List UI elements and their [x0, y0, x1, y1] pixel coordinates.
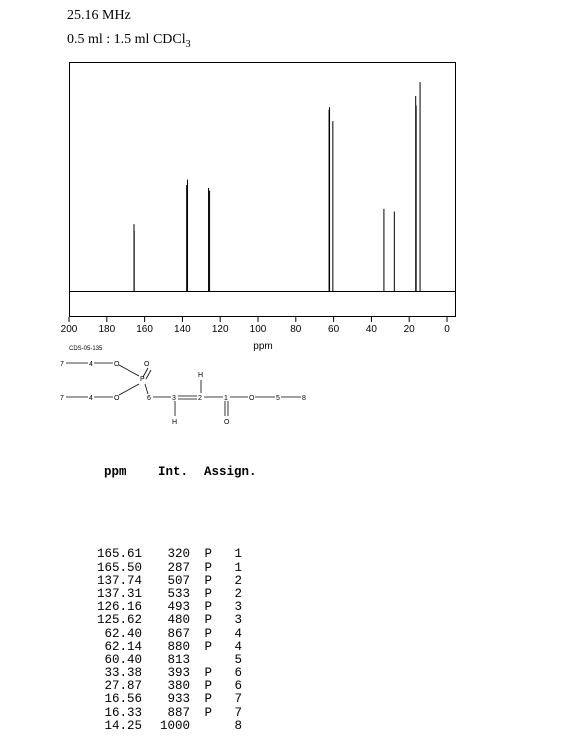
cell-assign: 8 — [234, 718, 242, 733]
cell-p: P — [204, 626, 212, 641]
cell-p: P — [204, 692, 212, 707]
cell-int: 480 — [167, 613, 190, 628]
cell-int: 507 — [167, 573, 190, 588]
cell-assign: 7 — [234, 705, 242, 720]
cell-ppm: 33.38 — [104, 666, 142, 681]
cell-assign: 3 — [234, 600, 242, 615]
x-tick-label: 140 — [174, 324, 191, 335]
atom-label: 1 — [224, 395, 228, 402]
cell-int: 287 — [167, 560, 190, 575]
frequency-label: 25.16 MHz — [67, 8, 131, 23]
x-axis-label: ppm — [253, 341, 273, 352]
bond — [119, 384, 139, 395]
atom-label: 8 — [302, 395, 306, 402]
cell-int: 493 — [167, 600, 190, 615]
cell-p: P — [204, 560, 212, 575]
table-row — [94, 667, 257, 680]
cell-assign: 7 — [234, 692, 242, 707]
table-row — [94, 693, 257, 706]
cell-ppm: 62.40 — [104, 626, 142, 641]
cell-assign: 5 — [234, 652, 242, 667]
cell-p: P — [204, 573, 212, 588]
cell-int: 813 — [167, 652, 190, 667]
cell-ppm: 16.33 — [104, 705, 142, 720]
table-row — [94, 575, 257, 588]
atom-label: 3 — [172, 395, 176, 402]
structure-id: CDS-05-135 — [69, 346, 103, 352]
cell-p: P — [204, 547, 212, 562]
solvent-subscript: 3 — [185, 38, 191, 50]
table-row — [94, 614, 257, 627]
atom-label: H — [198, 372, 204, 379]
x-tick-label: 60 — [328, 324, 340, 335]
atom-label: O — [249, 395, 255, 402]
cell-p: P — [204, 705, 212, 720]
cell-ppm: 137.31 — [96, 586, 142, 601]
bond — [146, 370, 151, 379]
cell-ppm: 27.87 — [104, 679, 142, 694]
cell-assign: 6 — [234, 679, 242, 694]
cell-p: P — [204, 600, 212, 615]
cell-assign: 2 — [234, 573, 242, 588]
cell-int: 867 — [167, 626, 190, 641]
bond — [145, 384, 148, 394]
table-row — [94, 562, 257, 575]
cell-ppm: 14.25 — [104, 718, 142, 733]
x-tick-label: 160 — [136, 324, 153, 335]
cell-p: P — [204, 679, 212, 694]
cell-int: 380 — [167, 679, 190, 694]
cell-p: P — [204, 586, 212, 601]
x-tick-label: 200 — [60, 324, 78, 335]
cell-int: 320 — [167, 547, 190, 562]
cell-assign: 2 — [234, 586, 242, 601]
cell-int: 393 — [167, 666, 190, 681]
bond — [143, 368, 148, 377]
cell-ppm: 125.62 — [96, 613, 142, 628]
x-tick-label: 80 — [290, 324, 302, 335]
cell-int: 933 — [167, 692, 190, 707]
table-header — [94, 466, 257, 479]
solvent-text: 0.5 ml : 1.5 ml CDCl — [67, 32, 186, 47]
peak-table — [94, 438, 257, 747]
x-tick-label: 20 — [403, 324, 415, 335]
x-tick-label: 100 — [249, 324, 267, 335]
cell-assign: 1 — [234, 560, 242, 575]
cell-assign: 4 — [234, 639, 242, 654]
x-tick-label: 180 — [98, 324, 116, 335]
atom-label: O — [114, 361, 120, 368]
cell-int: 1000 — [159, 718, 190, 733]
atom-label: O — [144, 361, 150, 368]
table-row — [94, 641, 257, 654]
header-ppm: ppm — [104, 465, 127, 479]
atom-label: 5 — [276, 395, 280, 402]
table-row — [94, 680, 257, 693]
cell-p: P — [204, 639, 212, 654]
atom-label: O — [224, 419, 230, 426]
atom-label: O — [114, 395, 120, 402]
atom-label: 6 — [147, 395, 151, 402]
bond — [119, 365, 139, 376]
cell-assign: 1 — [234, 547, 242, 562]
cell-ppm: 16.56 — [104, 692, 142, 707]
cell-ppm: 60.40 — [104, 652, 142, 667]
header-int: Int. — [158, 465, 189, 479]
x-tick-label: 0 — [444, 324, 450, 335]
cell-assign: 4 — [234, 626, 242, 641]
cell-ppm: 165.61 — [96, 547, 142, 562]
bonds — [66, 363, 301, 416]
table-row — [94, 654, 257, 667]
atom-label: H — [172, 419, 178, 426]
table-body — [94, 548, 257, 733]
atom-label: 4 — [89, 361, 93, 368]
atom-label: P — [140, 376, 145, 383]
cell-assign: 6 — [234, 666, 242, 681]
atom-label: 4 — [89, 395, 93, 402]
table-row — [94, 707, 257, 720]
header-assign: Assign. — [204, 465, 257, 479]
cell-ppm: 137.74 — [96, 573, 142, 588]
cell-p: P — [204, 666, 212, 681]
atom-label: 2 — [198, 395, 202, 402]
table-row — [94, 628, 257, 641]
cell-int: 887 — [167, 705, 190, 720]
x-tick-label: 120 — [211, 324, 229, 335]
x-tick-label: 40 — [365, 324, 377, 335]
cell-int: 533 — [167, 586, 190, 601]
cell-int: 880 — [167, 639, 190, 654]
atom-label: 7 — [60, 395, 64, 402]
cell-ppm: 62.14 — [104, 639, 142, 654]
atom-label: 7 — [60, 361, 64, 368]
table-row — [94, 720, 257, 733]
cell-p: P — [204, 613, 212, 628]
cell-assign: 3 — [234, 613, 242, 628]
cell-ppm: 165.50 — [96, 560, 142, 575]
cell-ppm: 126.16 — [96, 600, 142, 615]
table-row — [94, 548, 257, 561]
table-spacer — [94, 507, 257, 520]
